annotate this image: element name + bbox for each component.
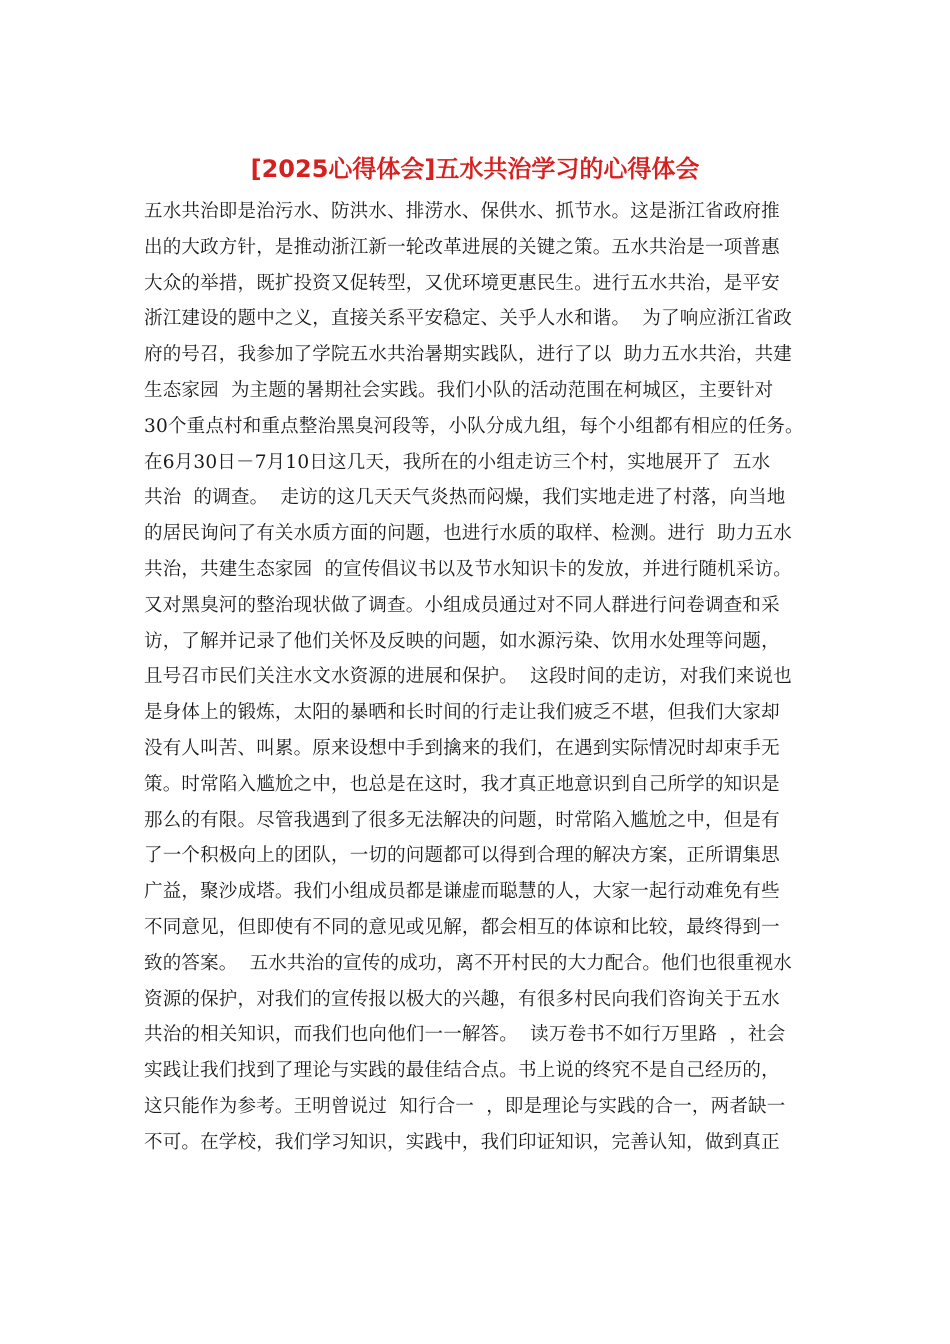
text-line: 府的号召，我参加了学院五水共治暑期实践队，进行了以 助力五水共治，共建 [144, 344, 792, 366]
document-title: [2025心得体会]五水共治学习的心得体会 [250, 155, 700, 183]
text-line: 没有人叫苦、叫累。原来设想中手到擒来的我们，在遇到实际情况时却束手无 [144, 737, 780, 759]
text-line: 资源的保护，对我们的宣传报以极大的兴趣，有很多村民向我们咨询关于五水 [144, 988, 780, 1010]
text-line: 30个重点村和重点整治黑臭河段等，小队分成九组，每个小组都有相应的任务。 [144, 415, 804, 437]
text-line: 五水共治即是治污水、防洪水、排涝水、保供水、抓节水。这是浙江省政府推 [144, 201, 780, 222]
text-line: 访，了解并记录了他们关怀及反映的问题，如水源污染、饮用水处理等问题， [144, 630, 780, 652]
document-body [144, 194, 824, 1161]
text-line: 出的大政方针，是推动浙江新一轮改革进展的关键之策。五水共治是一项普惠 [144, 236, 780, 258]
text-line: 不同意见，但即使有不同的意见或见解，都会相互的体谅和比较，最终得到一 [144, 916, 780, 938]
text-line: 那么的有限。尽管我遇到了很多无法解决的问题，时常陷入尴尬之中，但是有 [144, 809, 780, 831]
text-line: 生态家园 为主题的暑期社会实践。我们小队的活动范围在柯城区，主要针对 [144, 379, 774, 401]
text-line: 在6月30日－7月10日这几天，我所在的小组走访三个村，实地展开了 五水 [144, 451, 771, 473]
text-line: 这只能作为参考。王明曾说过 知行合一 ，即是理论与实践的合一，两者缺一 [144, 1095, 786, 1117]
text-line: 共治 的调查。 走访的这几天天气炎热而闷燥，我们实地走进了村落，向当地 [144, 487, 786, 509]
text-line: 浙江建设的题中之义，直接关系平安稳定、关乎人水和谐。 为了响应浙江省政 [144, 308, 792, 330]
text-line: 了一个积极向上的团队，一切的问题都可以得到合理的解决方案，正所谓集思 [144, 845, 780, 867]
text-line: 且号召市民们关注水文水资源的进展和保护。 这段时间的走访，对我们来说也 [144, 666, 792, 688]
text-line: 的居民询问了有关水质方面的问题，也进行水质的取样、检测。进行 助力五水 [144, 523, 792, 545]
text-line: 又对黑臭河的整治现状做了调查。小组成员通过对不同人群进行问卷调查和采 [144, 594, 780, 616]
text-line: 广益，聚沙成塔。我们小组成员都是谦虚而聪慧的人，大家一起行动难免有些 [144, 881, 780, 903]
text-line: 策。时常陷入尴尬之中，也总是在这时，我才真正地意识到自己所学的知识是 [144, 773, 780, 795]
text-line: 大众的举措，既扩投资又促转型，又优环境更惠民生。进行五水共治，是平安 [144, 272, 780, 294]
text-line: 致的答案。 五水共治的宣传的成功，离不开村民的大力配合。他们也很重视水 [144, 952, 792, 974]
text-line: 是身体上的锻炼，太阳的暴晒和长时间的行走让我们疲乏不堪，但我们大家却 [144, 702, 780, 724]
text-line: 实践让我们找到了理论与实践的最佳结合点。书上说的终究不是自己经历的， [144, 1060, 780, 1082]
text-line: 共治，共建生态家园 的宣传倡议书以及节水知识卡的发放，并进行随机采访。 [144, 558, 792, 580]
text-line: 不可。在学校，我们学习知识，实践中，我们印证知识，完善认知，做到真正 [144, 1131, 780, 1153]
text-line: 共治的相关知识，而我们也向他们一一解答。 读万卷书不如行万里路 ，社会 [144, 1024, 786, 1046]
